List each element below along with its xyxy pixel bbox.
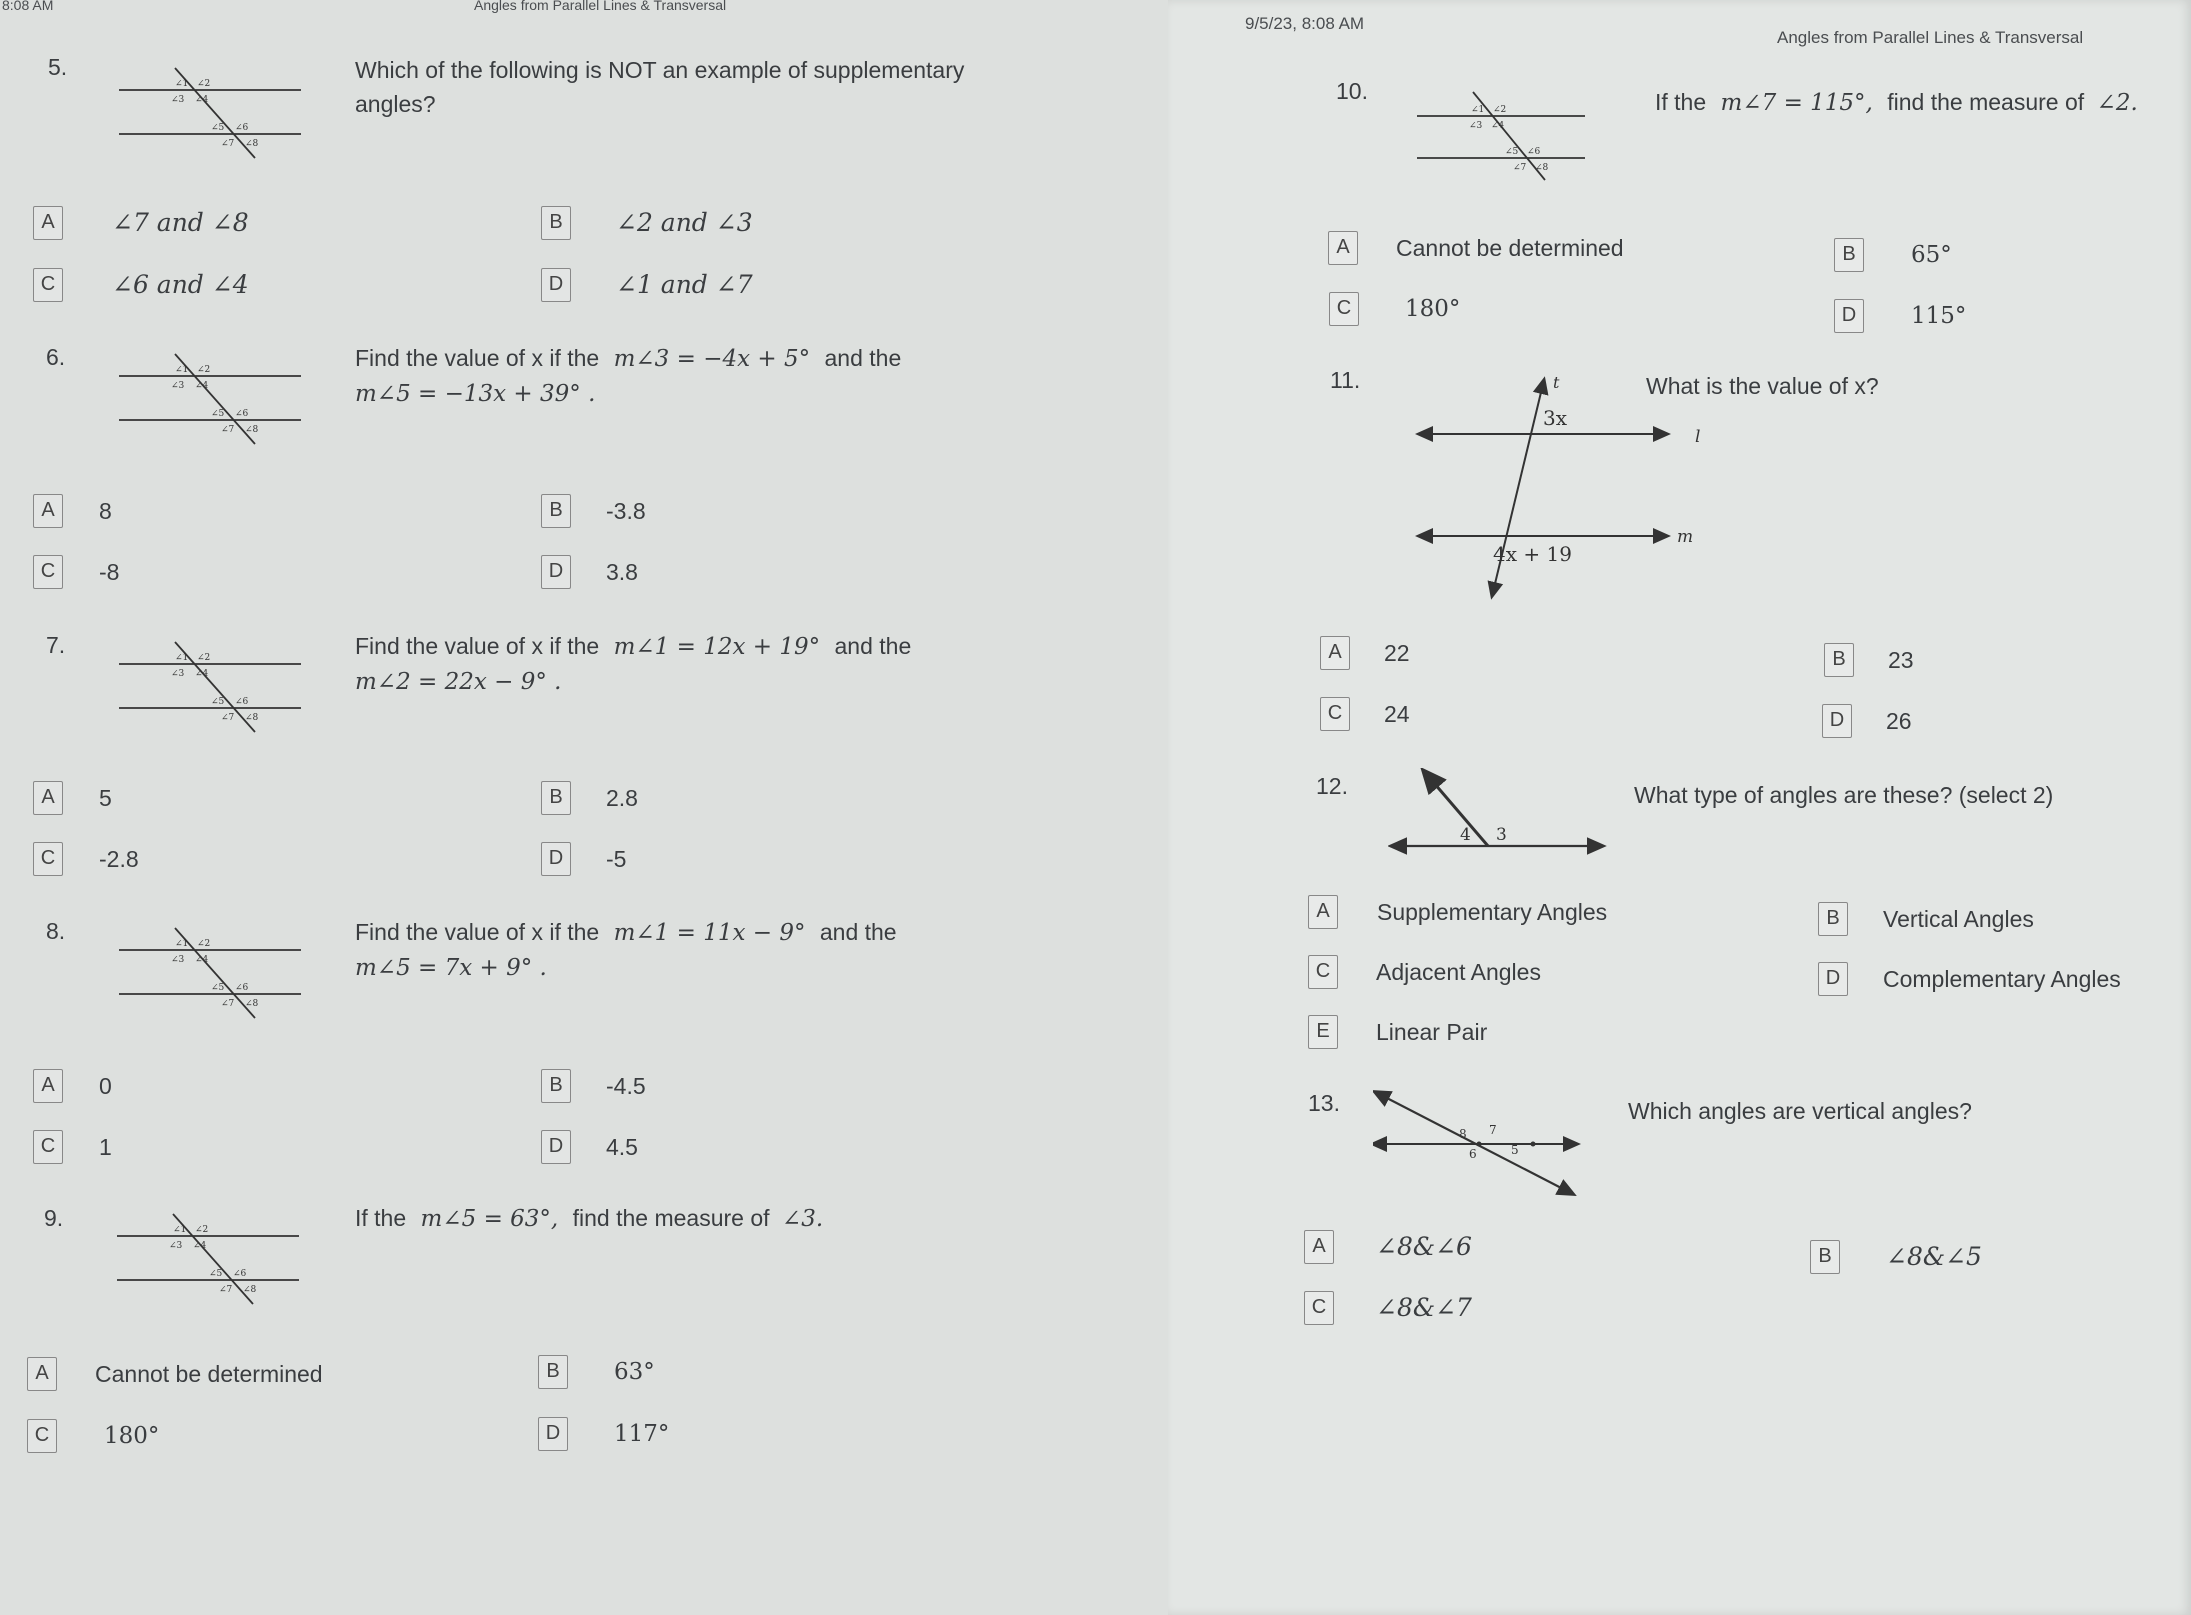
question-text: What type of angles are these? (select 2) xyxy=(1634,782,2054,808)
choice-e-box[interactable]: E xyxy=(1308,1015,1338,1049)
question-text-end: and the xyxy=(834,633,912,659)
angle-label: ∠8 xyxy=(1535,163,1549,173)
angle-label: ∠7 xyxy=(221,713,235,723)
angle-label: ∠4 xyxy=(195,95,209,105)
choice-a-box[interactable]: A xyxy=(1328,231,1358,265)
question-text xyxy=(355,340,901,377)
question-text: Which angles are vertical angles? xyxy=(1628,1098,1972,1124)
choice-a-text[interactable]: ∠7 and ∠8 xyxy=(112,208,249,237)
choice-a-text[interactable]: Cannot be determined xyxy=(1396,235,1624,261)
choice-d-box[interactable]: D xyxy=(541,555,571,589)
choice-c-box[interactable]: C xyxy=(33,268,63,302)
choice-c-box[interactable]: C xyxy=(1304,1291,1334,1325)
choice-a-text[interactable]: 5 xyxy=(99,785,112,811)
angle-label: ∠4 xyxy=(195,381,209,391)
angle-label: ∠1 xyxy=(175,939,189,949)
angle-label: 4 xyxy=(1460,825,1471,845)
choice-c-box[interactable]: C xyxy=(1308,955,1338,989)
angle-label: 5 xyxy=(1511,1143,1519,1157)
question-number: 7. xyxy=(46,632,66,658)
angle-label: ∠5 xyxy=(211,409,225,419)
choice-b-box[interactable]: B xyxy=(1834,238,1864,272)
choice-e-text[interactable]: Linear Pair xyxy=(1376,1019,1488,1045)
angle-label: ∠4 xyxy=(195,669,209,679)
choice-d-box[interactable]: D xyxy=(538,1417,568,1451)
question-text xyxy=(355,914,897,951)
angle-label: 6 xyxy=(1469,1147,1477,1161)
angle-label: ∠8 xyxy=(245,139,259,149)
equation: m∠1 = 11x − 9° xyxy=(613,920,806,946)
parallel-lines-figure xyxy=(115,62,315,162)
angle-label: ∠1 xyxy=(175,653,189,663)
parallel-lines-figure xyxy=(115,922,315,1022)
choice-a-box[interactable]: A xyxy=(27,1357,57,1391)
question-number: 12. xyxy=(1316,773,1348,799)
choice-c-text[interactable]: 180° xyxy=(1405,296,1461,322)
equation: m∠5 = −13x + 39° . xyxy=(355,381,596,407)
choice-a-box[interactable]: A xyxy=(1304,1230,1334,1264)
angle-label: ∠6 xyxy=(235,409,249,419)
choice-c-box[interactable]: C xyxy=(27,1419,57,1453)
angle-label: ∠3 xyxy=(1469,121,1483,131)
choice-b-box[interactable]: B xyxy=(1818,902,1848,936)
print-title: Angles from Parallel Lines & Transversal xyxy=(1777,28,2084,47)
question-text-end: and the xyxy=(819,919,897,945)
choice-d-text[interactable]: 4.5 xyxy=(606,1134,638,1160)
angle-label: ∠5 xyxy=(211,697,225,707)
intersecting-lines-figure xyxy=(1373,1088,1593,1198)
worksheet-page-right xyxy=(1168,0,2191,1615)
equation: m∠1 = 12x + 19° xyxy=(613,634,821,660)
parallel-lines-figure xyxy=(1413,82,1593,182)
choice-d-box[interactable]: D xyxy=(1822,704,1852,738)
choice-d-box[interactable]: D xyxy=(1818,962,1848,996)
question-text xyxy=(355,1200,823,1237)
question-text xyxy=(355,628,911,665)
line-label-l: l xyxy=(1695,427,1701,447)
choice-b-box[interactable]: B xyxy=(1824,643,1854,677)
angle-label: ∠7 xyxy=(219,1285,233,1295)
choice-a-box[interactable]: A xyxy=(33,206,63,240)
choice-b-box[interactable]: B xyxy=(541,1069,571,1103)
question-number: 8. xyxy=(46,918,66,944)
choice-d-text[interactable]: 117° xyxy=(614,1421,670,1447)
choice-d-text[interactable]: Complementary Angles xyxy=(1883,966,2121,992)
angle-label: ∠7 xyxy=(221,139,235,149)
angle-label: ∠7 xyxy=(1513,163,1527,173)
choice-c-text[interactable]: 180° xyxy=(104,1423,160,1449)
equation: ∠2. xyxy=(2096,90,2138,116)
choice-c-text[interactable]: ∠6 and ∠4 xyxy=(112,270,249,299)
choice-a-box[interactable]: A xyxy=(1308,895,1338,929)
question-text-start: Find the value of x if the xyxy=(355,633,600,659)
equation: m∠3 = −4x + 5° xyxy=(613,346,811,372)
angle-label: ∠3 xyxy=(171,955,185,965)
print-time: 8:08 AM xyxy=(2,0,54,13)
choice-b-box[interactable]: B xyxy=(541,781,571,815)
line-label-t: t xyxy=(1553,373,1560,392)
angle-label: ∠6 xyxy=(1527,147,1541,157)
choice-a-box[interactable]: A xyxy=(33,1069,63,1103)
question-number: 6. xyxy=(46,344,66,370)
choice-d-text[interactable]: -5 xyxy=(606,846,627,872)
angle-label: ∠8 xyxy=(245,999,259,1009)
question-number: 5. xyxy=(48,54,68,80)
angle-label: ∠6 xyxy=(235,983,249,993)
question-text-start: Find the value of x if the xyxy=(355,345,600,371)
angle-label: ∠1 xyxy=(173,1225,187,1235)
angle-label: 7 xyxy=(1489,1123,1497,1137)
angle-label: ∠6 xyxy=(233,1269,247,1279)
angle-label: ∠5 xyxy=(209,1269,223,1279)
question-text xyxy=(1655,84,2138,121)
print-datetime: 9/5/23, 8:08 AM xyxy=(1245,14,1365,33)
choice-d-box[interactable]: D xyxy=(541,1130,571,1164)
question-text-start: If the xyxy=(1655,89,1707,115)
angle-label: ∠5 xyxy=(211,123,225,133)
angle-label: ∠5 xyxy=(1505,147,1519,157)
choice-c-box[interactable]: C xyxy=(33,555,63,589)
choice-b-box[interactable]: B xyxy=(1810,1240,1840,1274)
choice-b-text[interactable]: 65° xyxy=(1911,242,1952,268)
choice-d-text[interactable]: 115° xyxy=(1911,303,1967,329)
angle-label: ∠3 xyxy=(171,95,185,105)
angle-label: ∠8 xyxy=(243,1285,257,1295)
angle-label: ∠7 xyxy=(221,425,235,435)
choice-b-text[interactable]: 2.8 xyxy=(606,785,638,811)
parallel-lines-figure xyxy=(115,348,315,448)
choice-b-text[interactable]: 23 xyxy=(1888,647,1914,673)
angle-label: 8 xyxy=(1459,1127,1467,1141)
choice-c-text[interactable]: -2.8 xyxy=(99,846,139,872)
choice-d-text[interactable]: 26 xyxy=(1886,708,1912,734)
choice-c-text[interactable]: -8 xyxy=(99,559,120,585)
angle-label: ∠6 xyxy=(235,123,249,133)
question-text: Which of the following is NOT an example of supplementary xyxy=(355,57,965,83)
choice-a-text[interactable]: 0 xyxy=(99,1073,112,1099)
choice-d-box[interactable]: D xyxy=(541,268,571,302)
equation: m∠2 = 22x − 9° . xyxy=(355,669,562,695)
question-number: 13. xyxy=(1308,1090,1340,1116)
choice-b-text[interactable]: ∠8&∠5 xyxy=(1886,1242,1982,1271)
equation: ∠3. xyxy=(781,1206,824,1232)
angle-label: ∠2 xyxy=(197,79,211,89)
choice-d-box[interactable]: D xyxy=(1834,299,1864,333)
choice-b-text[interactable]: 63° xyxy=(614,1359,655,1385)
angle-label: ∠6 xyxy=(235,697,249,707)
choice-b-box[interactable]: B xyxy=(538,1355,568,1389)
question-text-start: If the xyxy=(355,1205,407,1231)
choice-c-text[interactable]: 24 xyxy=(1384,701,1410,727)
choice-b-box[interactable]: B xyxy=(541,206,571,240)
equation: m∠5 = 7x + 9° . xyxy=(355,955,547,981)
angle-label: ∠1 xyxy=(1471,105,1485,115)
choice-a-box[interactable]: A xyxy=(1320,636,1350,670)
angle-label: ∠1 xyxy=(175,365,189,375)
choice-c-text[interactable]: 1 xyxy=(99,1134,112,1160)
question-number: 9. xyxy=(44,1205,64,1231)
choice-c-box[interactable]: C xyxy=(33,1130,63,1164)
choice-b-text[interactable]: -4.5 xyxy=(606,1073,646,1099)
line-label-m: m xyxy=(1677,527,1694,547)
choice-c-text[interactable]: ∠8&∠7 xyxy=(1376,1293,1472,1322)
choice-c-box[interactable]: C xyxy=(1329,292,1359,326)
angle-label: ∠3 xyxy=(171,669,185,679)
choice-a-text[interactable]: Supplementary Angles xyxy=(1377,899,1608,925)
question-text: angles? xyxy=(355,91,436,117)
angle-expression: 3x xyxy=(1543,406,1568,430)
angle-label: ∠2 xyxy=(197,939,211,949)
transversal-figure xyxy=(1413,370,1773,600)
question-text-start: Find the value of x if the xyxy=(355,919,600,945)
question-text-end: find the measure of xyxy=(1887,89,2085,115)
angle-label: ∠8 xyxy=(245,425,259,435)
angle-label: ∠4 xyxy=(195,955,209,965)
angle-expression: 4x + 19 xyxy=(1493,542,1572,566)
choice-b-text[interactable]: Vertical Angles xyxy=(1883,906,2034,932)
choice-b-text[interactable]: ∠2 and ∠3 xyxy=(616,208,753,237)
angle-label: ∠1 xyxy=(175,79,189,89)
choice-a-box[interactable]: A xyxy=(33,781,63,815)
choice-c-box[interactable]: C xyxy=(1320,697,1350,731)
question-text-end: find the measure of xyxy=(572,1205,770,1231)
angle-label: ∠4 xyxy=(1491,121,1505,131)
print-title: Angles from Parallel Lines & Transversal xyxy=(474,0,727,13)
equation: m∠5 = 63°, xyxy=(420,1206,559,1232)
question-number: 11. xyxy=(1330,367,1361,393)
angle-label: ∠4 xyxy=(193,1241,207,1251)
choice-d-box[interactable]: D xyxy=(541,842,571,876)
choice-a-box[interactable]: A xyxy=(33,494,63,528)
angle-label: 3 xyxy=(1496,825,1507,845)
choice-b-text[interactable]: -3.8 xyxy=(606,498,646,524)
choice-c-text[interactable]: Adjacent Angles xyxy=(1376,959,1541,985)
angle-label: ∠2 xyxy=(197,365,211,375)
choice-a-text[interactable]: ∠8&∠6 xyxy=(1376,1232,1472,1261)
parallel-lines-figure xyxy=(113,1208,313,1308)
angle-label: ∠3 xyxy=(169,1241,183,1251)
angle-label: ∠2 xyxy=(195,1225,209,1235)
choice-d-text[interactable]: 3.8 xyxy=(606,559,638,585)
angle-label: ∠7 xyxy=(221,999,235,1009)
choice-a-text[interactable]: 22 xyxy=(1384,640,1410,666)
equation: m∠7 = 115°, xyxy=(1720,90,1873,116)
choice-b-box[interactable]: B xyxy=(541,494,571,528)
angle-label: ∠8 xyxy=(245,713,259,723)
choice-c-box[interactable]: C xyxy=(33,842,63,876)
question-number: 10. xyxy=(1336,78,1368,104)
angle-pair-figure xyxy=(1388,768,1608,858)
question-text-end: and the xyxy=(824,345,902,371)
angle-label: ∠5 xyxy=(211,983,225,993)
question-text: What is the value of x? xyxy=(1646,373,1879,399)
angle-label: ∠2 xyxy=(197,653,211,663)
choice-a-text[interactable]: Cannot be determined xyxy=(95,1361,323,1387)
choice-d-text[interactable]: ∠1 and ∠7 xyxy=(616,270,753,299)
angle-label: ∠3 xyxy=(171,381,185,391)
angle-label: ∠2 xyxy=(1493,105,1507,115)
parallel-lines-figure xyxy=(115,636,315,736)
choice-a-text[interactable]: 8 xyxy=(99,498,112,524)
